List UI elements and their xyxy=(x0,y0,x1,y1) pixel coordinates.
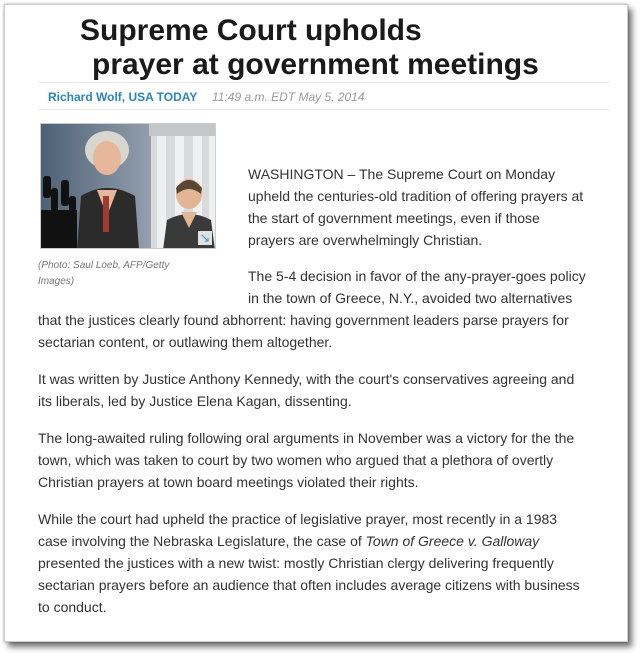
timestamp: 11:49 a.m. EDT May 5, 2014 xyxy=(212,90,365,104)
case-name: Town of Greece v. Galloway xyxy=(365,533,540,549)
photo-caption: (Photo: Saul Loeb, AFP/Getty Images) xyxy=(38,260,170,287)
paragraph-2: The 5-4 decision in favor of the any-prayer-goes policy in the town of Greece, N.Y., avoided two alternatives that the justices clearly found abhorrent: having government leaders parse prayers for sectarian content, or outlawing them altogether. xyxy=(38,268,586,350)
paragraph-5 xyxy=(38,508,590,618)
headline-line-2: prayer at government meetings xyxy=(92,48,539,81)
expand-arrow-icon[interactable]: ↘ xyxy=(199,230,211,245)
article-body xyxy=(38,163,590,633)
paragraph-1: WASHINGTON – The Supreme Court on Monday upheld the centuries-old tradition of offering prayers at the start of government meetings, even if those prayers are overwhelmingly Christian. xyxy=(248,166,584,248)
headline-line-1: Supreme Court upholds xyxy=(80,14,422,47)
paragraph-4: The long-awaited ruling following oral arguments in November was a victory for the the town, which was taken to court by two women who argued that a plethora of overtly Christian prayers at town board meetings violated their rights. xyxy=(38,430,575,490)
author-link[interactable]: Richard Wolf, USA TODAY xyxy=(48,90,198,104)
photo-float-spacer xyxy=(38,163,248,306)
paragraph-5-end: presented the justices with a new twist: mostly Christian clergy delivering frequently sectarian prayers before an audience that often includes average citizens with business to conduct. xyxy=(38,555,580,615)
paragraph-5-start: While the court had upheld the practice of legislative prayer, most recently in a 1983 case involving the Nebraska Legislature, the case of xyxy=(38,511,558,549)
paragraph-3: It was written by Justice Anthony Kennedy, with the court's conservatives agreeing and its liberals, led by Justice Elena Kagan, dissenting. xyxy=(38,371,575,409)
byline-bar xyxy=(38,82,610,110)
article-headline xyxy=(80,14,600,82)
